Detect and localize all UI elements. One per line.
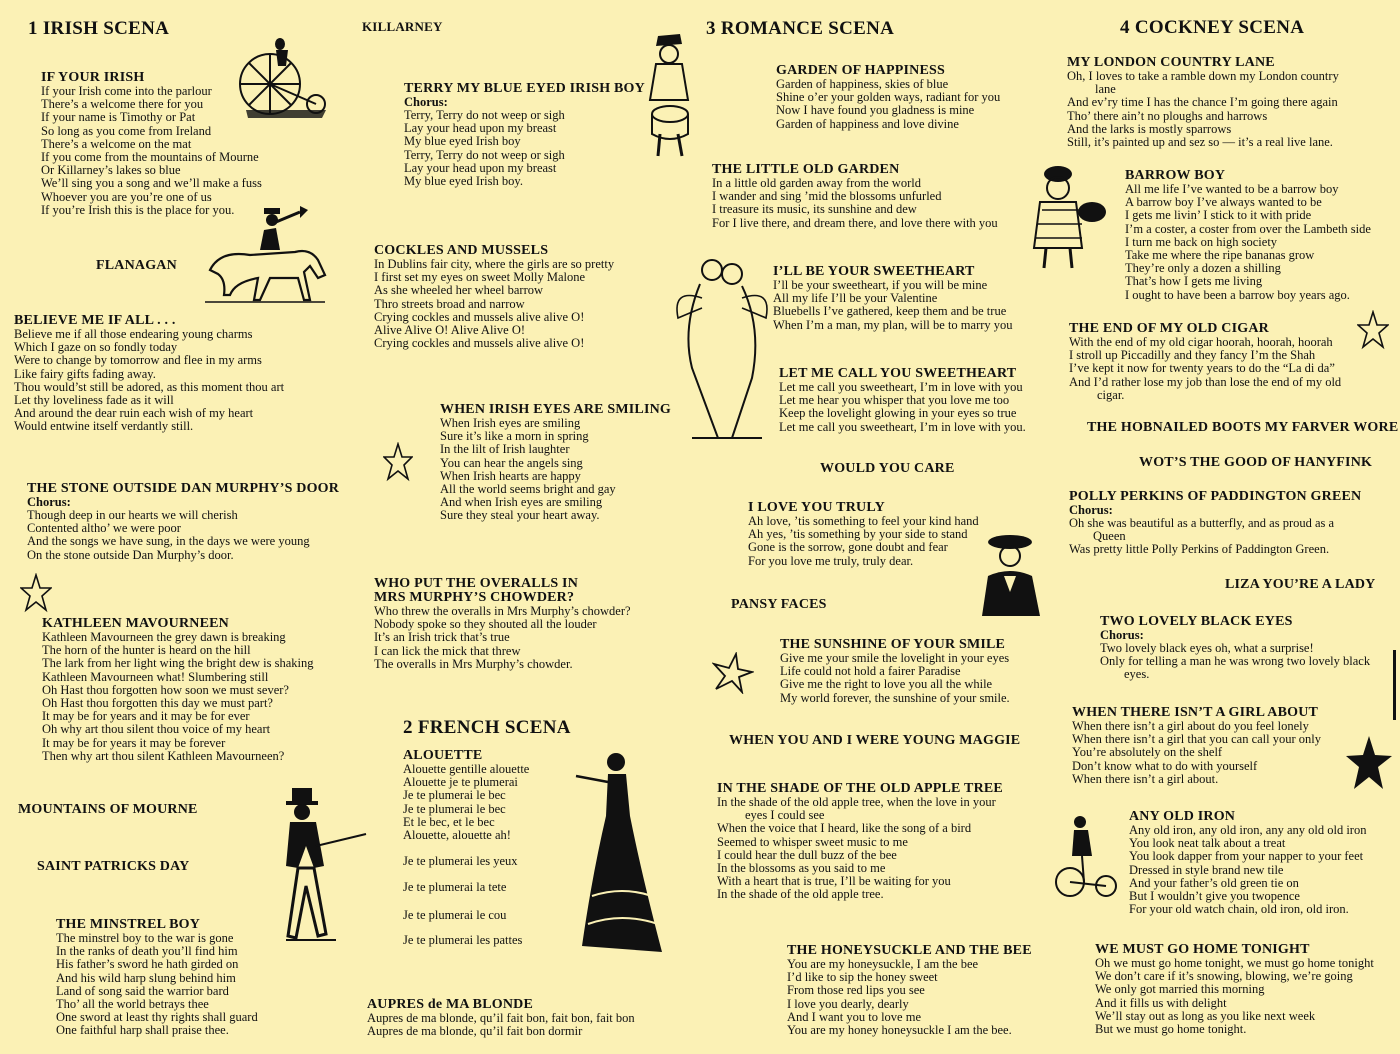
lyric-line: If your name is Timothy or Pat [41, 110, 196, 125]
lyric-line: Terry, Terry do not weep or sigh [404, 147, 565, 162]
walking-gentleman-icon [266, 786, 370, 946]
lyric-line: With the end of my old cigar hoorah, hoorah, hoorah [1069, 335, 1333, 349]
lyric-line: Still, it’s painted up and sez so — it’s a real live lane. [1067, 135, 1333, 150]
chorus-label: Chorus: [27, 495, 71, 509]
lyric-line: And I want you to love me [787, 1009, 922, 1024]
lyric-line: The lark from her light wing the bright dew is shaking [42, 656, 314, 671]
song-cockles-and-mussels [374, 244, 614, 350]
lyric-line: Ah yes, ’tis something by your side to stand [748, 527, 968, 542]
lyric-line: You are my honeysuckle, I am the bee [787, 957, 979, 971]
lyric-line: I stroll up Piccadilly and they fancy I’m the Shah [1069, 348, 1316, 363]
lyric-line: And around the dear ruin each wish of my heart [14, 406, 254, 421]
lyric-line: I wander and sing ’mid the blossoms unfurled [712, 189, 942, 204]
lyric-line: Whoever you are you’re one of us [41, 189, 212, 204]
star-outline-icon [383, 442, 413, 482]
song-title: THE HONEYSUCKLE AND THE BEE [787, 943, 1032, 958]
song-title: BELIEVE ME IF ALL . . . [14, 313, 176, 328]
song-title: WHEN IRISH EYES ARE SMILING [440, 402, 672, 417]
lyric-line: Bluebells I’ve gathered, keep them and be true [773, 304, 1007, 319]
lyric-line: For I live there, and dream there, and love there with you [712, 215, 998, 230]
lyric-line: We’ll sing you a song and we’ll make a fuss [41, 176, 262, 191]
song-title: IN THE SHADE OF THE OLD APPLE TREE [717, 781, 1003, 796]
section-heading-romance: 3 ROMANCE SCENA [706, 18, 895, 39]
song-title-hanyfink: WOT’S THE GOOD OF HANYFINK [1139, 455, 1373, 470]
lyric-line: Though deep in our hearts we will cherish [27, 508, 238, 522]
lyric-line: In the ranks of death you’ll find him [56, 944, 238, 959]
lyric-line: You look neat talk about a treat [1129, 836, 1286, 851]
lyric-line: In the lilt of Irish laughter [440, 442, 570, 457]
lyric-line: Let thy loveliness fade as it will [14, 393, 174, 408]
lyric-line: Believe me if all those endearing young charms [14, 327, 253, 341]
lyric-line: We only got married this morning [1095, 982, 1265, 997]
lyric-line: Let me hear you whisper that you love me too [779, 393, 1010, 408]
song-title: ANY OLD IRON [1129, 809, 1236, 824]
lyric-line: You can hear the angels sing [440, 455, 583, 470]
chorus-label: Chorus: [1069, 503, 1113, 517]
lyric-line: Je te plumerai la tete [403, 880, 507, 895]
song-little-old-garden [712, 163, 998, 230]
song-overalls [374, 577, 631, 671]
song-aupres-de-ma-blonde [367, 998, 635, 1038]
lyric-line: Any old iron, any old iron, any any old old iron [1129, 823, 1367, 837]
song-title: THE END OF MY OLD CIGAR [1069, 321, 1269, 336]
lyric-line: His father’s sword he hath girded on [56, 957, 239, 972]
song-alouette [403, 749, 529, 947]
lyric-line: And ev’ry time I has the chance I’m going there again [1067, 95, 1338, 110]
song-title-young-maggie: WHEN YOU AND I WERE YOUNG MAGGIE [729, 733, 1021, 748]
lyric-line: Were to change by tomorrow and flee in my arms [14, 353, 262, 368]
lady-portrait-icon [980, 532, 1046, 618]
song-title: IF YOUR IRISH [41, 70, 145, 85]
song-title: THE LITTLE OLD GARDEN [712, 162, 900, 177]
song-title-pansy-faces: PANSY FACES [731, 597, 827, 612]
lyric-line: All my life I’ll be your Valentine [773, 291, 938, 306]
lyric-line: As she wheeled her wheel barrow [374, 283, 544, 298]
chorus-label: Chorus: [1100, 628, 1144, 642]
lyric-line: And I’d rather lose my job than lose the end of my old [1069, 374, 1342, 389]
song-two-lovely-black-eyes [1100, 615, 1370, 682]
lyric-line: My blue eyed Irish boy [404, 134, 521, 149]
lyric-line: Don’t know what to do with yourself [1072, 758, 1258, 773]
lyric-line: Was pretty little Polly Perkins of Paddington Green. [1069, 542, 1330, 557]
lyric-line: Then why art thou silent Kathleen Mavourneen? [42, 748, 285, 763]
lyric-line: I could hear the dull buzz of the bee [717, 847, 897, 862]
lyric-line: Life could not hold a fairer Paradise [780, 664, 961, 679]
song-if-your-irish [41, 71, 262, 217]
lyric-line: Two lovely black eyes oh, what a surprise! [1100, 641, 1314, 655]
lyric-line: That’s how I gets me living [1125, 274, 1263, 289]
song-london-country-lane [1067, 56, 1339, 149]
lyric-line: In the blossoms as you said to me [717, 861, 886, 876]
lyric-line: Oh we must go home tonight, we must go home tonight [1095, 956, 1374, 970]
lyric-line: Tho’ there ain’t no ploughs and harrows [1067, 108, 1268, 123]
lyric-line: Let me call you sweetheart, I’m in love with you. [779, 419, 1026, 434]
lyric-line: The horn of the hunter is heard on the hill [42, 643, 251, 658]
star-filled-icon [1345, 735, 1393, 791]
lyric-line: Crying cockles and mussels alive alive O! [374, 309, 585, 324]
lyric-line: Oh, I loves to take a ramble down my London country [1067, 69, 1339, 83]
lyric-line: I first set my eyes on sweet Molly Malone [374, 270, 586, 285]
song-dan-murphy [27, 482, 339, 562]
song-title: WHO PUT THE OVERALLS IN [374, 576, 579, 591]
lyric-line: cigar. [1097, 387, 1125, 402]
lyric-line: Would entwine itself verdantly still. [14, 419, 194, 434]
song-title-flanagan: FLANAGAN [96, 258, 177, 273]
lyric-line: Je te plumerai le bec [403, 801, 506, 816]
section-heading-irish: 1 IRISH SCENA [28, 18, 170, 39]
lyric-line: Now I have found you gladness is mine [776, 103, 975, 118]
lyric-line: One sword at least thy rights shall guard [56, 1010, 258, 1025]
lyric-line: Contented altho’ we were poor [27, 521, 181, 536]
lyric-line: Dressed in style brand new tile [1129, 862, 1284, 877]
song-title: ALOUETTE [403, 748, 483, 763]
song-title: THE MINSTREL BOY [56, 917, 201, 932]
song-barrow-boy [1125, 169, 1371, 302]
lyric-line: For your old watch chain, old iron, old iron. [1129, 902, 1349, 917]
lyric-line: Je te plumerai les yeux [403, 854, 518, 869]
song-minstrel-boy [56, 918, 258, 1038]
lyric-line: Je te plumerai le cou [403, 907, 507, 922]
lyric-line: When Irish hearts are happy [440, 468, 581, 483]
cherub-lovers-icon [672, 248, 772, 444]
lyric-line: Queen [1093, 529, 1126, 544]
lyric-line: From those red lips you see [787, 983, 925, 998]
lyric-line: Aupres de ma blonde, qu’il fait bon dormir [367, 1024, 583, 1039]
lyric-line: All the world seems bright and gay [440, 482, 616, 497]
lyric-line: Terry, Terry do not weep or sigh [404, 108, 565, 122]
lyric-line: When there isn’t a girl about do you feel lonely [1072, 719, 1309, 733]
lyric-line: One faithful harp shall praise thee. [56, 1023, 229, 1038]
lyric-line: In the shade of the old apple tree. [717, 887, 884, 902]
lyric-line: Alouette gentille alouette [403, 762, 530, 776]
lyric-line: My world forever, the sunshine of your smile. [780, 690, 1010, 705]
lyric-line: Like fairy gifts fading away. [14, 366, 156, 381]
lyric-line: When I’m a man, my plan, will be to marry you [773, 317, 1013, 332]
lyric-line: Who threw the overalls in Mrs Murphy’s chowder? [374, 604, 631, 618]
lyric-line: eyes. [1124, 667, 1150, 682]
lyric-line: When Irish eyes are smiling [440, 416, 581, 430]
song-girl-about [1072, 706, 1321, 786]
song-title: AUPRES de MA BLONDE [367, 997, 533, 1012]
song-kathleen [42, 617, 313, 763]
lyric-line: I love you dearly, dearly [787, 996, 909, 1011]
lyric-line: Alive Alive O! Alive Alive O! [374, 323, 526, 338]
lyric-line: The overalls in Mrs Murphy’s chowder. [374, 656, 573, 671]
lyric-line: In Dublins fair city, where the girls are so pretty [374, 257, 615, 271]
lyric-line: When there isn’t a girl about. [1072, 771, 1219, 786]
star-outline-icon [1357, 310, 1389, 350]
lyric-line: I’m a coster, a coster from over the Lambeth side [1125, 221, 1371, 236]
section-heading-french: 2 FRENCH SCENA [403, 717, 571, 738]
song-title-killarney: KILLARNEY [362, 19, 443, 34]
lyric-line: You’re absolutely on the shelf [1072, 745, 1223, 760]
lyric-line: Et le bec, et le bec [403, 814, 495, 829]
lyric-line: If you come from the mountains of Mourne [41, 150, 259, 165]
lyric-line: There’s a welcome on the mat [41, 136, 192, 151]
lyric-line: Shine o’er your golden ways, radiant for you [776, 90, 1001, 105]
lyric-line: And his wild harp slung behind him [56, 970, 236, 985]
lyric-line: Land of song said the warrior bard [56, 983, 229, 998]
lyric-line: Gone is the sorrow, gone doubt and fear [748, 540, 948, 555]
lyric-line: But we must go home tonight. [1095, 1022, 1247, 1037]
lyric-line: In a little old garden away from the world [712, 176, 921, 190]
penny-farthing-cyclist-icon [236, 30, 332, 122]
lyric-line: And the songs we have sung, in the days we were young [27, 534, 310, 549]
song-irish-eyes [440, 403, 671, 523]
song-title-liza: LIZA YOU’RE A LADY [1225, 577, 1376, 592]
lyric-line: I turn me back on high society [1125, 234, 1278, 249]
song-garden-of-happiness [776, 64, 1000, 131]
song-ill-be-your-sweetheart [773, 265, 1013, 332]
lyric-line: Oh Hast thou forgotten this day we must part? [42, 696, 273, 711]
lyric-line: Seemed to whisper sweet music to me [717, 834, 908, 849]
song-title: THE STONE OUTSIDE DAN MURPHY’S DOOR [27, 481, 340, 496]
lyric-line: Oh why art thou silent thou voice of my heart [42, 722, 271, 737]
song-terry [404, 82, 645, 188]
drummer-boy-icon [636, 30, 706, 160]
chorus-label: Chorus: [404, 95, 448, 109]
lyric-line: There’s a welcome there for you [41, 97, 204, 112]
lyric-line: Oh Hast thou forgotten how soon we must sever? [42, 682, 289, 697]
lyric-line: Lay your head upon my breast [404, 160, 557, 175]
lyric-line: In the shade of the old apple tree, when the love in your [717, 795, 996, 809]
lyric-line: You are my honey honeysuckle I am the bee. [787, 1023, 1012, 1038]
lyric-line: Thou would’st still be adored, as this moment thou art [14, 379, 285, 394]
star-outline-icon [20, 573, 52, 613]
lyric-line: I’d like to sip the honey sweet [787, 970, 938, 985]
lyric-line: Lay your head upon my breast [404, 121, 557, 136]
song-title: THE SUNSHINE OF YOUR SMILE [780, 637, 1006, 652]
lyric-line: All me life I’ve wanted to be a barrow boy [1125, 182, 1339, 196]
lyric-line: Only for telling a man he was wrong two lovely black [1100, 654, 1371, 669]
lyric-line: I ought to have been a barrow boy years ago. [1125, 287, 1350, 302]
lyric-line: Kathleen Mavourneen the grey dawn is breaking [42, 630, 286, 644]
lyric-line: Crying cockles and mussels alive alive O! [374, 336, 585, 351]
lyric-line: Aupres de ma blonde, qu’il fait bon, fait bon, fait bon [367, 1011, 635, 1025]
lyric-line: eyes I could see [745, 808, 825, 823]
lyric-line: On the stone outside Dan Murphy’s door. [27, 547, 234, 562]
lyric-line: Tho’ all the world betrays thee [56, 997, 209, 1012]
song-any-old-iron [1129, 810, 1366, 916]
lyric-line: Take me where the ripe bananas grow [1125, 248, 1315, 263]
lyric-line: I gets me livin’ I stick to it with pride [1125, 208, 1312, 223]
lyric-line: If you’re Irish this is the place for you. [41, 202, 235, 217]
lyric-line: Nobody spoke so they shouted all the louder [374, 617, 597, 632]
song-polly-perkins [1069, 490, 1361, 557]
lyric-line: It may be for years and it may be for ever [42, 709, 250, 724]
song-title: GARDEN OF HAPPINESS [776, 63, 945, 78]
song-title: KATHLEEN MAVOURNEEN [42, 616, 229, 631]
song-title: POLLY PERKINS OF PADDINGTON GREEN [1069, 489, 1362, 504]
lyric-line: So long as you come from Ireland [41, 123, 212, 138]
lyric-line: Thro streets broad and narrow [374, 296, 525, 311]
lyric-line: Which I gaze on so fondly today [14, 340, 178, 355]
song-old-apple-tree [717, 782, 1003, 902]
song-honeysuckle-and-the-bee [787, 944, 1032, 1037]
section-heading-cockney: 4 COCKNEY SCENA [1120, 17, 1305, 38]
song-title-saint-patricks-day: SAINT PATRICKS DAY [37, 859, 190, 874]
song-let-me-call-you-sweetheart [779, 367, 1026, 434]
lyric-line: And when Irish eyes are smiling [440, 495, 603, 510]
lyric-line: And your father’s old green tie on [1129, 875, 1299, 890]
lyric-line: Kathleen Mavourneen what! Slumbering still [42, 669, 269, 684]
song-title: I LOVE YOU TRULY [748, 500, 885, 515]
lyric-line: Or Killarney’s lakes so blue [41, 163, 181, 178]
victorian-lady-gown-icon [572, 746, 672, 960]
song-title: I’LL BE YOUR SWEETHEART [773, 264, 975, 279]
song-sunshine-of-your-smile [780, 638, 1010, 705]
lyric-line: It’s an Irish trick that’s true [374, 630, 510, 645]
lyric-line: Ah love, ’tis something to feel your kind hand [748, 514, 979, 528]
lyric-line: Alouette, alouette ah! [403, 828, 511, 843]
lyric-line: If your Irish come into the parlour [41, 84, 212, 98]
lyric-line: We don’t care if it’s snowing, blowing, we’re going [1095, 969, 1353, 984]
lyric-line: For you love me truly, truly dear. [748, 553, 914, 568]
lyric-line: Oh she was beautiful as a butterfly, and as proud as a [1069, 516, 1335, 530]
lyric-line: A barrow boy I’ve always wanted to be [1125, 195, 1322, 210]
song-title: TWO LOVELY BLACK EYES [1100, 614, 1293, 629]
lyric-line: My blue eyed Irish boy. [404, 174, 523, 189]
lyric-line: Give me your smile the lovelight in your eyes [780, 651, 1010, 665]
lyric-line: With a heart that is true, I’ll be waiting for you [717, 874, 951, 889]
lyric-line: I’ve kept it now for twenty years to do the “La di da” [1069, 361, 1335, 376]
lyric-line: Je te plumerai le bec [403, 788, 506, 803]
song-title: COCKLES AND MUSSELS [374, 243, 549, 258]
lyric-line: I can lick the mick that threw [374, 643, 521, 658]
song-title: WE MUST GO HOME TONIGHT [1095, 942, 1310, 957]
song-title: BARROW BOY [1125, 168, 1226, 183]
lyric-line: Je te plumerai les pattes [403, 932, 523, 947]
song-title: LET ME CALL YOU SWEETHEART [779, 366, 1017, 381]
song-title: MY LONDON COUNTRY LANE [1067, 55, 1275, 70]
song-end-of-my-old-cigar [1069, 322, 1341, 402]
song-title: TERRY MY BLUE EYED IRISH BOY [404, 81, 645, 96]
song-we-must-go-home [1095, 943, 1374, 1036]
lyric-line: When there isn’t a girl that you can call your only [1072, 732, 1321, 747]
song-title-hobnailed-boots: THE HOBNAILED BOOTS MY FARVER WORE [1087, 420, 1399, 435]
barrow-boy-costermonger-icon [1022, 162, 1112, 270]
horse-rider-icon [200, 200, 330, 310]
lyric-line: It may be for years it may be forever [42, 735, 226, 750]
lyric-line: The minstrel boy to the war is gone [56, 931, 234, 945]
song-believe-me [14, 314, 284, 434]
lyric-line: And the larks is mostly sparrows [1067, 121, 1232, 136]
lyric-line: Sure it’s like a morn in spring [440, 429, 589, 444]
lyric-line: Garden of happiness, skies of blue [776, 77, 949, 91]
song-title: WHEN THERE ISN’T A GIRL ABOUT [1072, 705, 1319, 720]
lyric-line: You look dapper from your napper to your feet [1129, 849, 1364, 864]
lyric-line: Give me the right to love you all the while [780, 677, 993, 692]
lyric-line: Garden of happiness and love divine [776, 116, 959, 131]
lyric-line: Let me call you sweetheart, I’m in love with you [779, 380, 1023, 394]
lyric-line: lane [1095, 82, 1116, 97]
song-i-love-you-truly [748, 501, 979, 568]
lyric-line: We’ll stay out as long as you like next week [1095, 1008, 1316, 1023]
lyric-line: I’ll be your sweetheart, if you will be mine [773, 278, 988, 292]
song-title-would-you-care: WOULD YOU CARE [820, 461, 955, 476]
tricycle-rider-icon [1054, 812, 1120, 900]
lyric-line: Alouette je te plumerai [403, 775, 518, 790]
lyric-line: But I wouldn’t give you twopence [1129, 889, 1300, 904]
lyric-line: Sure they steal your heart away. [440, 508, 600, 523]
song-title-line-2: MRS MURPHY’S CHOWDER? [374, 590, 575, 605]
lyric-line: And it fills us with delight [1095, 995, 1227, 1010]
song-title-mountains-of-mourne: MOUNTAINS OF MOURNE [18, 802, 198, 817]
lyric-line: Keep the lovelight glowing in your eyes so true [779, 406, 1017, 421]
star-outline-icon [712, 652, 754, 694]
lyric-line: I treasure its music, its sunshine and dew [712, 202, 917, 217]
lyric-line: When the voice that I heard, like the song of a bird [717, 821, 972, 836]
lyric-line: They’re only a dozen a shilling [1125, 261, 1281, 276]
edge-bar [1393, 650, 1396, 720]
